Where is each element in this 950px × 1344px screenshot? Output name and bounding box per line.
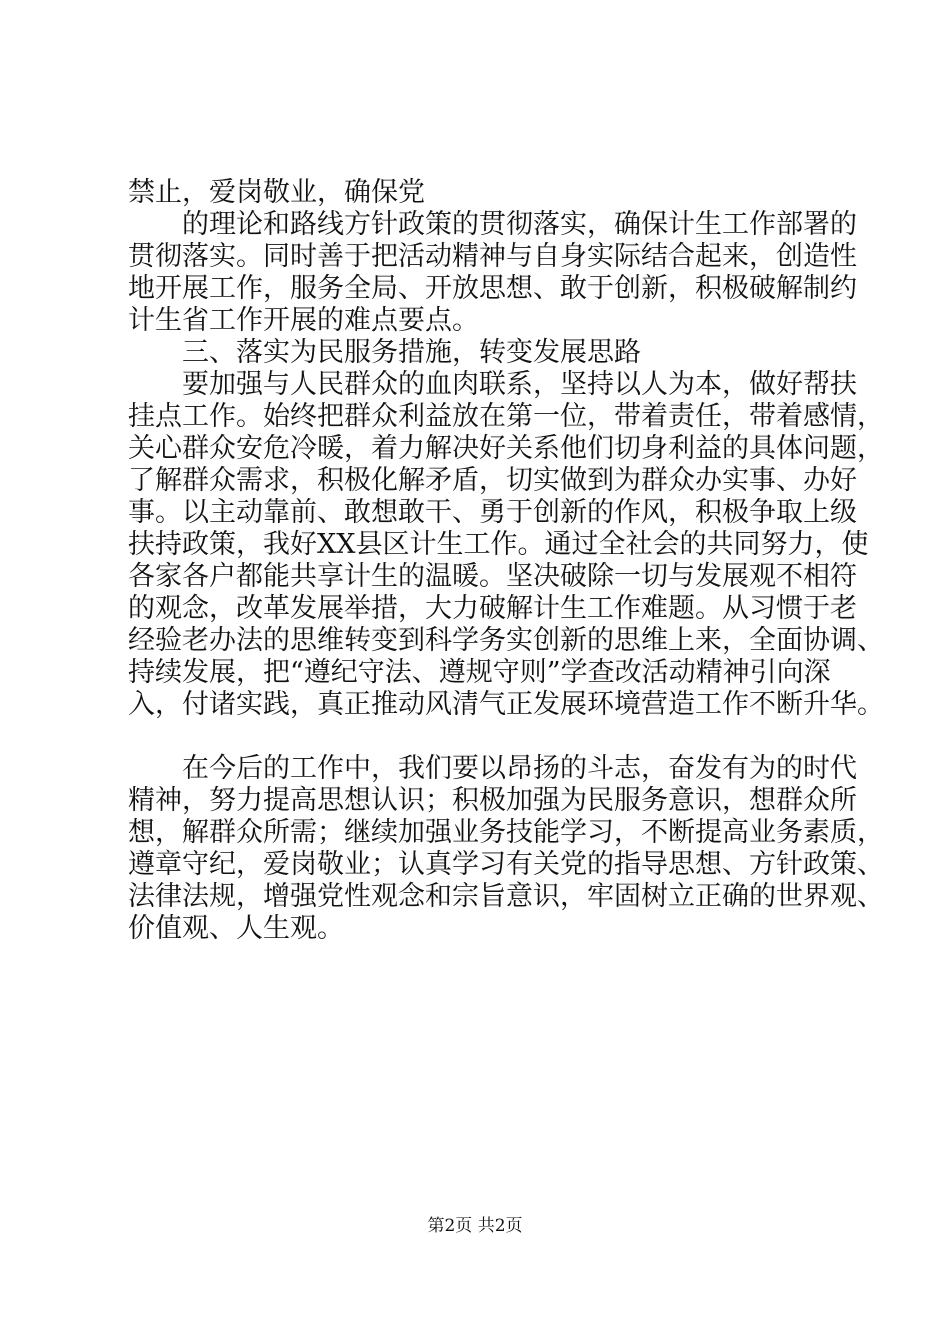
page-footer: 第2页 共2页 — [427, 1216, 523, 1236]
text-line: 精神，努力提高思想认识；积极加强为民服务意识，想群众所 — [128, 785, 857, 816]
text-line: 要加强与人民群众的血肉联系，坚持以人为本，做好帮扶 — [182, 369, 857, 400]
text-line: 挂点工作。始终把群众利益放在第一位，带着责任，带着感情， — [128, 401, 884, 432]
text-line: 入，付诸实践，真正推动风清气正发展环境营造工作不断升华。 — [128, 689, 884, 720]
text-line: 计生省工作开展的难点要点。 — [128, 305, 479, 336]
text-line: 的理论和路线方针政策的贯彻落实，确保计生工作部署的 — [182, 209, 857, 240]
text-line: 各家各户都能共享计生的温暖。坚决破除一切与发展观不相符 — [128, 561, 857, 592]
text-line: 了解群众需求，积极化解矛盾，切实做到为群众办实事、办好 — [128, 465, 857, 496]
text-line: 经验老办法的思维转变到科学务实创新的思维上来，全面协调、 — [128, 625, 884, 656]
section-heading: 三、落实为民服务措施，转变发展思路 — [182, 337, 641, 368]
text-line: 价值观、人生观。 — [128, 913, 344, 944]
text-line: 持续发展，把“遵纪守法、遵规守则”学查改活动精神引向深 — [128, 657, 831, 688]
text-line: 法律法规，增强党性观念和宗旨意识，牢固树立正确的世界观、 — [128, 881, 884, 912]
text-line: 在今后的工作中，我们要以昂扬的斗志，奋发有为的时代 — [182, 753, 857, 784]
text-line: 遵章守纪，爱岗敬业；认真学习有关党的指导思想、方针政策、 — [128, 849, 884, 880]
text-line: 地开展工作，服务全局、开放思想、敢于创新，积极破解制约 — [128, 273, 857, 304]
text-line: 贯彻落实。同时善于把活动精神与自身实际结合起来，创造性 — [128, 241, 857, 272]
text-line: 的观念，改革发展举措，大力破解计生工作难题。从习惯于老 — [128, 593, 857, 624]
text-line: 事。以主动靠前、敢想敢干、勇于创新的作风，积极争取上级 — [128, 497, 857, 528]
text-line: 扶持政策，我好XX县区计生工作。通过全社会的共同努力，使 — [128, 529, 869, 560]
text-line: 关心群众安危冷暖，着力解决好关系他们切身利益的具体问题， — [128, 433, 884, 464]
text-line: 禁止，爱岗敬业，确保党 — [128, 177, 425, 208]
text-line: 想，解群众所需；继续加强业务技能学习，不断提高业务素质， — [128, 817, 884, 848]
